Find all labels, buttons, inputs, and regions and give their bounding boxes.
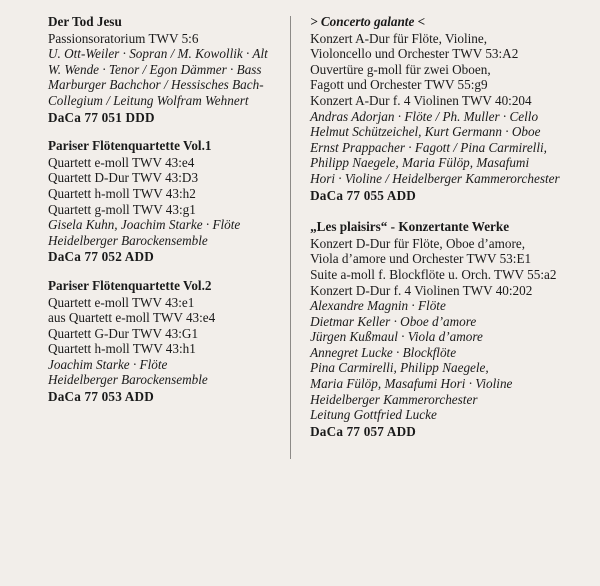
release-line: Konzert A-Dur für Flöte, Violine, xyxy=(310,30,488,46)
release-line: Pina Carmirelli, Philipp Naegele, xyxy=(310,360,489,376)
release-line: Quartett h-moll TWV 43:h1 xyxy=(48,341,196,357)
catalog-number: DaCa 77 055 ADD xyxy=(310,187,417,203)
release-line: Gisela Kuhn, Joachim Starke · Flöte xyxy=(48,217,241,233)
release-entry xyxy=(48,138,284,265)
release-entry xyxy=(310,14,584,203)
release-line: Ouvertüre g-moll für zwei Oboen, xyxy=(310,61,491,77)
two-column-layout xyxy=(10,14,590,469)
release-line: Jürgen Kußmaul · Viola d’amore xyxy=(310,329,483,345)
release-line: Helmut Schützeichel, Kurt Germann · Oboe xyxy=(310,124,541,140)
left-column xyxy=(10,14,290,405)
release-line: Quartett e-moll TWV 43:e4 xyxy=(48,154,195,170)
release-line: Violoncello und Orchester TWV 53:A2 xyxy=(310,46,519,62)
release-line: Quartett e-moll TWV 43:e1 xyxy=(48,294,195,310)
release-title: > Concerto galante < xyxy=(310,14,426,29)
release-title: Der Tod Jesu xyxy=(48,14,122,29)
release-line: Maria Fülöp, Masafumi Hori · Violine xyxy=(310,376,513,392)
release-line: Quartett D-Dur TWV 43:D3 xyxy=(48,170,199,186)
release-line: Hori · Violine / Heidelberger Kammerorchester xyxy=(310,170,560,186)
release-line: Collegium / Leitung Wolfram Wehnert xyxy=(48,92,249,108)
release-line: Quartett g-moll TWV 43:g1 xyxy=(48,201,196,217)
release-title: „Les plaisirs“ - Konzertante Werke xyxy=(310,219,510,235)
release-title: Pariser Flötenquartette Vol.2 xyxy=(48,277,212,293)
release-line: Suite a-moll f. Blockflöte u. Orch. TWV 55:a2 xyxy=(310,266,557,282)
release-line: Heidelberger Kammerorchester xyxy=(310,391,478,407)
release-line: Konzert D-Dur f. 4 Violinen TWV 40:202 xyxy=(310,282,533,298)
release-line: Annegret Lucke · Blockflöte xyxy=(310,344,457,360)
release-line: Konzert A-Dur f. 4 Violinen TWV 40:204 xyxy=(310,92,532,108)
release-line: Leitung Gottfried Lucke xyxy=(310,407,437,423)
release-entry xyxy=(48,278,284,405)
release-line: Quartett G-Dur TWV 43:G1 xyxy=(48,325,199,341)
release-line: Dietmar Keller · Oboe d’amore xyxy=(310,313,477,329)
release-line: W. Wende · Tenor / Egon Dämmer · Bass xyxy=(48,61,262,77)
catalog-number: DaCa 77 052 ADD xyxy=(48,249,154,265)
catalog-number: DaCa 77 051 DDD xyxy=(48,109,155,125)
release-line: Passionsoratorium TWV 5:6 xyxy=(48,30,199,46)
release-line: U. Ott-Weiler · Sopran / M. Kowollik · Alt xyxy=(48,46,268,62)
release-line: Konzert D-Dur für Flöte, Oboe d’amore, xyxy=(310,235,526,251)
release-line: Philipp Naegele, Maria Fülöp, Masafumi xyxy=(310,155,530,171)
release-line: aus Quartett e-moll TWV 43:e4 xyxy=(48,310,216,326)
catalog-number: DaCa 77 057 ADD xyxy=(310,423,417,439)
release-line: Andras Adorjan · Flöte / Ph. Muller · Cello xyxy=(310,108,539,124)
release-line: Joachim Starke · Flöte xyxy=(48,356,168,372)
release-line: Alexandre Magnin · Flöte xyxy=(310,298,446,314)
release-line: Ernst Prappacher · Fagott / Pina Carmirelli, xyxy=(310,139,547,155)
release-line: Marburger Bachchor / Hessisches Bach- xyxy=(48,77,264,93)
release-line: Heidelberger Barockensemble xyxy=(48,232,208,248)
release-title: Pariser Flötenquartette Vol.1 xyxy=(48,138,212,154)
catalog-number: DaCa 77 053 ADD xyxy=(48,389,154,405)
release-entry xyxy=(48,14,284,125)
release-line: Viola d’amore und Orchester TWV 53:E1 xyxy=(310,251,532,267)
release-line: Heidelberger Barockensemble xyxy=(48,372,208,388)
release-entry xyxy=(310,219,584,439)
right-column xyxy=(291,14,590,439)
release-line: Quartett h-moll TWV 43:h2 xyxy=(48,185,196,201)
release-line: Fagott und Orchester TWV 55:g9 xyxy=(310,77,488,93)
